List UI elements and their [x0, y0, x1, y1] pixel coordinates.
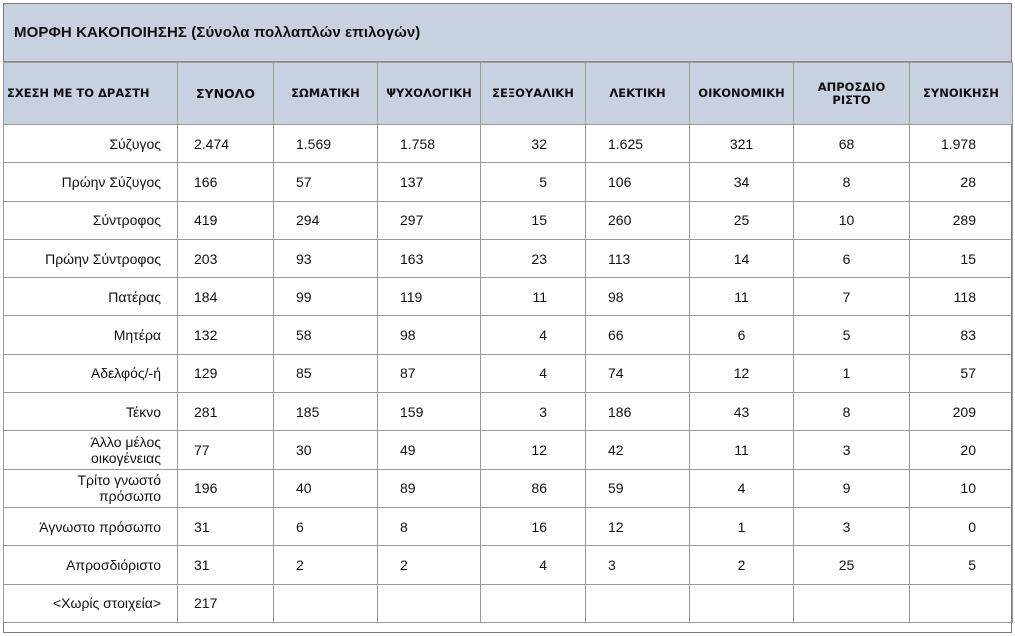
total-cell: 132 [178, 316, 274, 354]
header-row [4, 63, 1013, 125]
header-verbal: ΛΕΚΤΙΚΗ [586, 63, 690, 125]
sexual-cell: 3 [481, 393, 586, 431]
physical-cell: 93 [274, 239, 378, 277]
psychological-cell [378, 584, 481, 622]
cohabitation-cell [910, 584, 1013, 622]
physical-cell: 40 [274, 469, 378, 507]
verbal-cell: 106 [586, 163, 690, 201]
cohabitation-cell: 118 [910, 278, 1013, 316]
cohabitation-cell: 83 [910, 316, 1013, 354]
header-total: ΣΥΝΟΛΟ [178, 63, 274, 125]
total-cell: 281 [178, 393, 274, 431]
verbal-cell: 74 [586, 354, 690, 392]
header-unspecified-line2: ΡΙΣΤΟ [832, 92, 871, 107]
cohabitation-cell: 28 [910, 163, 1013, 201]
unspecified-cell: 6 [794, 239, 910, 277]
unspecified-cell: 10 [794, 201, 910, 239]
relation-cell: Τέκνο [4, 393, 178, 431]
verbal-cell: 98 [586, 278, 690, 316]
economic-cell: 11 [690, 431, 794, 469]
relation-line1: Άλλο μέλος [90, 434, 161, 451]
sexual-cell: 4 [481, 546, 586, 584]
economic-cell: 1 [690, 507, 794, 545]
unspecified-cell: 3 [794, 431, 910, 469]
relation-line2: οικογένειας [91, 450, 161, 467]
physical-cell: 6 [274, 507, 378, 545]
relation-cell: Πρώην Σύζυγος [4, 163, 178, 201]
abuse-form-table-sheet [3, 3, 1012, 633]
verbal-cell: 186 [586, 393, 690, 431]
table-row [4, 316, 1013, 354]
table-row [4, 278, 1013, 316]
total-cell: 2.474 [178, 125, 274, 163]
abuse-data-table [3, 62, 1013, 623]
header-unspecified [794, 63, 910, 125]
cohabitation-cell: 0 [910, 507, 1013, 545]
economic-cell: 6 [690, 316, 794, 354]
header-economic: ΟΙΚΟΝΟΜΙΚΗ [690, 63, 794, 125]
table-row [4, 507, 1013, 545]
physical-cell: 30 [274, 431, 378, 469]
total-cell: 31 [178, 546, 274, 584]
table-row [4, 125, 1013, 163]
psychological-cell: 98 [378, 316, 481, 354]
sexual-cell: 86 [481, 469, 586, 507]
total-cell: 184 [178, 278, 274, 316]
verbal-cell: 12 [586, 507, 690, 545]
physical-cell: 57 [274, 163, 378, 201]
table-row [4, 393, 1013, 431]
unspecified-cell: 7 [794, 278, 910, 316]
relation-cell: Πρώην Σύντροφος [4, 239, 178, 277]
economic-cell: 43 [690, 393, 794, 431]
relation-cell: Απροσδιόριστο [4, 546, 178, 584]
total-cell: 203 [178, 239, 274, 277]
psychological-cell: 2 [378, 546, 481, 584]
header-unspecified-line1: ΑΠΡΟΣΔΙΟ [817, 79, 886, 94]
sexual-cell [481, 584, 586, 622]
total-cell: 419 [178, 201, 274, 239]
relation-cell [4, 469, 178, 507]
economic-cell: 34 [690, 163, 794, 201]
relation-cell: Σύζυγος [4, 125, 178, 163]
table-title: ΜΟΡΦΗ ΚΑΚΟΠΟΙΗΣΗΣ (Σύνολα πολλαπλών επιλογών) [4, 4, 1011, 62]
cohabitation-cell: 5 [910, 546, 1013, 584]
psychological-cell: 49 [378, 431, 481, 469]
sexual-cell: 11 [481, 278, 586, 316]
header-psychological: ΨΥΧΟΛΟΓΙΚΗ [378, 63, 481, 125]
verbal-cell [586, 584, 690, 622]
verbal-cell: 113 [586, 239, 690, 277]
physical-cell: 99 [274, 278, 378, 316]
psychological-cell: 137 [378, 163, 481, 201]
psychological-cell: 163 [378, 239, 481, 277]
header-relation: ΣΧΕΣΗ ΜΕ ΤΟ ΔΡΑΣΤΗ [4, 63, 178, 125]
sexual-cell: 12 [481, 431, 586, 469]
economic-cell: 321 [690, 125, 794, 163]
table-row [4, 584, 1013, 622]
unspecified-cell: 9 [794, 469, 910, 507]
verbal-cell: 42 [586, 431, 690, 469]
total-cell: 217 [178, 584, 274, 622]
table-header [4, 63, 1013, 125]
verbal-cell: 1.625 [586, 125, 690, 163]
header-sexual: ΣΕΞΟΥΑΛΙΚΗ [481, 63, 586, 125]
psychological-cell: 87 [378, 354, 481, 392]
cohabitation-cell: 1.978 [910, 125, 1013, 163]
economic-cell: 2 [690, 546, 794, 584]
unspecified-cell: 3 [794, 507, 910, 545]
physical-cell: 185 [274, 393, 378, 431]
table-row [4, 354, 1013, 392]
unspecified-cell: 8 [794, 163, 910, 201]
table-body [4, 125, 1013, 623]
sexual-cell: 4 [481, 316, 586, 354]
physical-cell: 1.569 [274, 125, 378, 163]
unspecified-cell: 68 [794, 125, 910, 163]
verbal-cell: 3 [586, 546, 690, 584]
psychological-cell: 119 [378, 278, 481, 316]
table-row [4, 431, 1013, 469]
relation-cell [4, 431, 178, 469]
unspecified-cell [794, 584, 910, 622]
verbal-cell: 260 [586, 201, 690, 239]
physical-cell: 2 [274, 546, 378, 584]
table-row [4, 239, 1013, 277]
total-cell: 166 [178, 163, 274, 201]
relation-cell: Πατέρας [4, 278, 178, 316]
total-cell: 196 [178, 469, 274, 507]
relation-cell: <Χωρίς στοιχεία> [4, 584, 178, 622]
total-cell: 77 [178, 431, 274, 469]
sexual-cell: 15 [481, 201, 586, 239]
header-cohabitation: ΣΥΝΟΙΚΗΣΗ [910, 63, 1013, 125]
unspecified-cell: 1 [794, 354, 910, 392]
unspecified-cell: 5 [794, 316, 910, 354]
physical-cell: 294 [274, 201, 378, 239]
relation-line1: Τρίτο γνωστό [77, 472, 161, 489]
table-row [4, 163, 1013, 201]
cohabitation-cell: 209 [910, 393, 1013, 431]
sexual-cell: 32 [481, 125, 586, 163]
total-cell: 31 [178, 507, 274, 545]
unspecified-cell: 25 [794, 546, 910, 584]
physical-cell [274, 584, 378, 622]
table-row [4, 546, 1013, 584]
physical-cell: 58 [274, 316, 378, 354]
psychological-cell: 89 [378, 469, 481, 507]
relation-cell: Αδελφός/-ή [4, 354, 178, 392]
verbal-cell: 59 [586, 469, 690, 507]
psychological-cell: 1.758 [378, 125, 481, 163]
psychological-cell: 8 [378, 507, 481, 545]
economic-cell: 11 [690, 278, 794, 316]
relation-line2: πρόσωπο [98, 488, 161, 505]
cohabitation-cell: 20 [910, 431, 1013, 469]
sexual-cell: 23 [481, 239, 586, 277]
economic-cell: 4 [690, 469, 794, 507]
cohabitation-cell: 289 [910, 201, 1013, 239]
relation-cell: Άγνωστο πρόσωπο [4, 507, 178, 545]
economic-cell: 25 [690, 201, 794, 239]
cohabitation-cell: 15 [910, 239, 1013, 277]
relation-cell: Σύντροφος [4, 201, 178, 239]
sexual-cell: 5 [481, 163, 586, 201]
physical-cell: 85 [274, 354, 378, 392]
psychological-cell: 159 [378, 393, 481, 431]
economic-cell [690, 584, 794, 622]
sexual-cell: 16 [481, 507, 586, 545]
economic-cell: 14 [690, 239, 794, 277]
table-row [4, 469, 1013, 507]
verbal-cell: 66 [586, 316, 690, 354]
psychological-cell: 297 [378, 201, 481, 239]
total-cell: 129 [178, 354, 274, 392]
header-physical: ΣΩΜΑΤΙΚΗ [274, 63, 378, 125]
unspecified-cell: 8 [794, 393, 910, 431]
sexual-cell: 4 [481, 354, 586, 392]
cohabitation-cell: 10 [910, 469, 1013, 507]
relation-cell: Μητέρα [4, 316, 178, 354]
cohabitation-cell: 57 [910, 354, 1013, 392]
economic-cell: 12 [690, 354, 794, 392]
table-row [4, 201, 1013, 239]
